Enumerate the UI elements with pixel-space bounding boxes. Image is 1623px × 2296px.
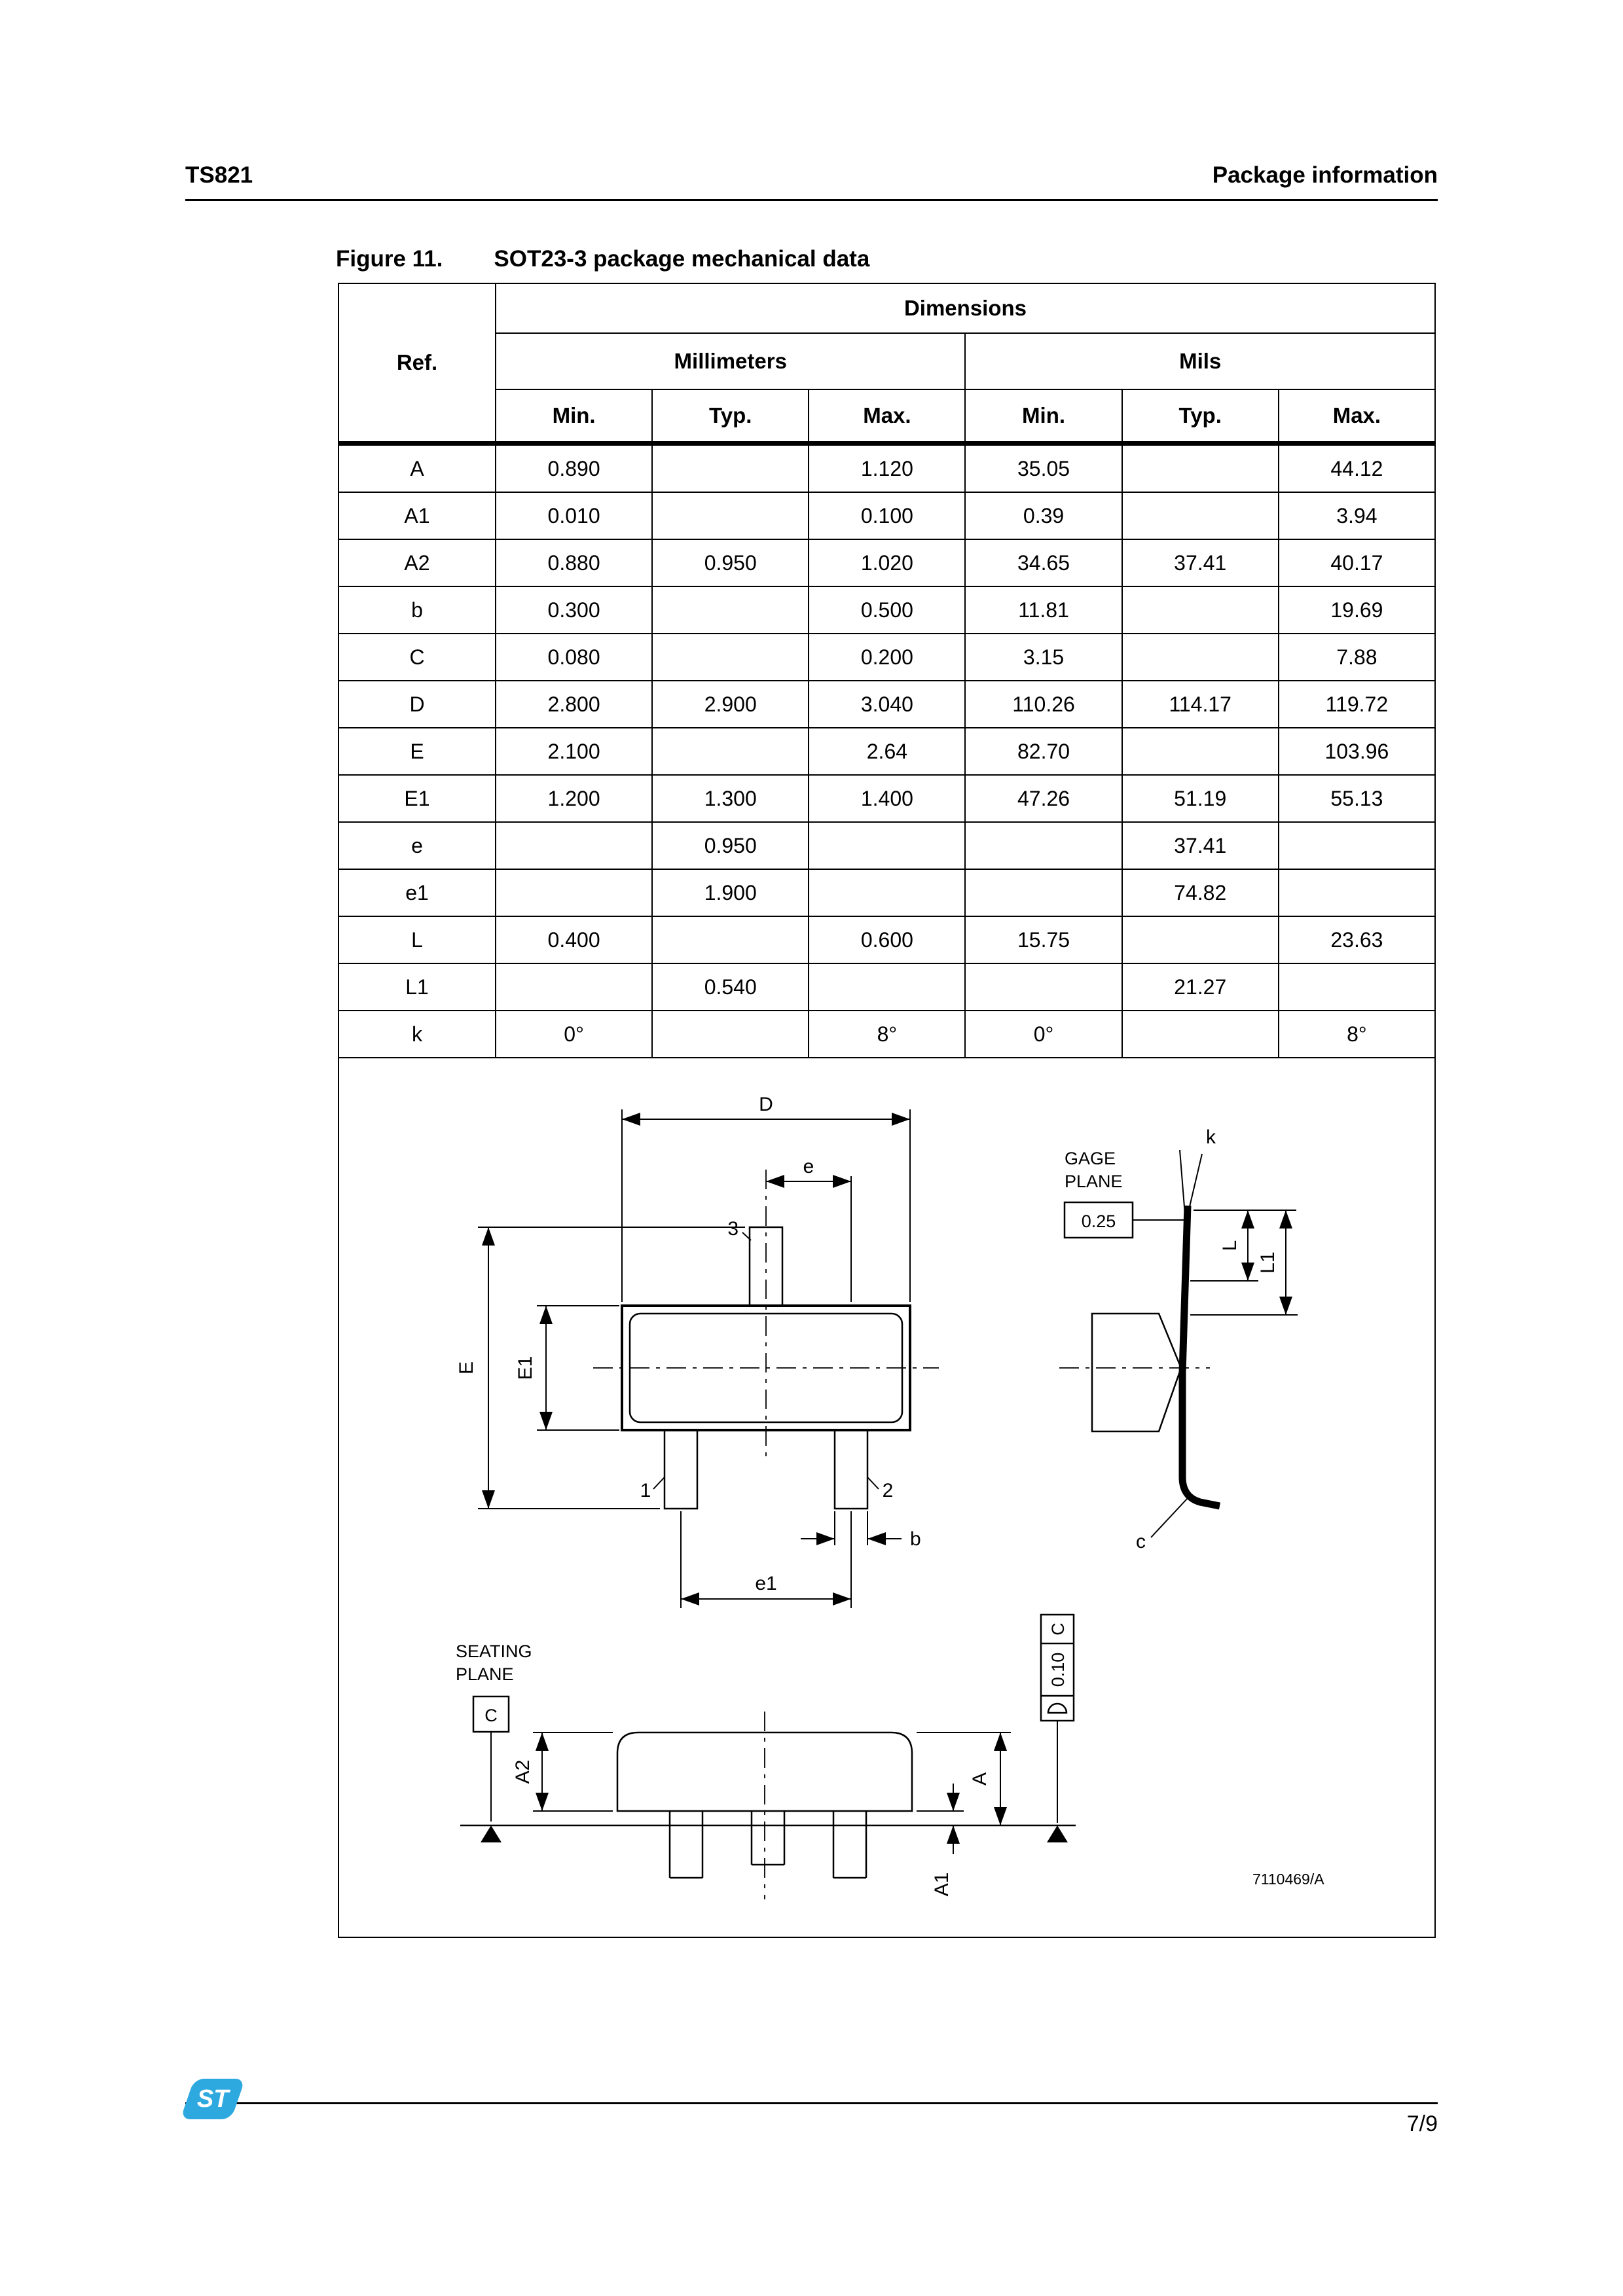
mechanical-drawing [338, 1058, 1436, 1938]
figure-caption [336, 246, 869, 272]
table-cell [652, 728, 809, 775]
ref-cell: e1 [338, 869, 496, 916]
table-cell: 2.800 [496, 681, 652, 728]
front-view-drawing [456, 1615, 1324, 1899]
st-logo-text: ST [196, 2085, 229, 2113]
doc-number: TS821 [185, 162, 253, 188]
ref-cell: L1 [338, 963, 496, 1011]
table-cell [965, 869, 1122, 916]
table-cell: 21.27 [1122, 963, 1279, 1011]
dim-label-L1: L1 [1257, 1251, 1279, 1274]
table-cell: 7.88 [1279, 634, 1435, 681]
table-cell: 1.020 [809, 539, 965, 586]
table-cell: 0.200 [809, 634, 965, 681]
dim-label-E1: E1 [515, 1355, 536, 1380]
table-row [338, 916, 1435, 963]
table-cell: 82.70 [965, 728, 1122, 775]
gage-plane-label-1: GAGE [1065, 1149, 1116, 1168]
table-cell: 74.82 [1122, 869, 1279, 916]
table-cell: 8° [1279, 1011, 1435, 1058]
table-cell: 119.72 [1279, 681, 1435, 728]
table-cell [496, 822, 652, 869]
ref-cell: A [338, 444, 496, 493]
col-header: Min. [965, 389, 1122, 444]
dim-label-L: L [1219, 1240, 1241, 1251]
table-cell: 114.17 [1122, 681, 1279, 728]
table-cell: 0.100 [809, 492, 965, 539]
table-row [338, 681, 1435, 728]
table-cell [965, 963, 1122, 1011]
table-cell [809, 963, 965, 1011]
table-cell: 1.300 [652, 775, 809, 822]
table-cell: 3.94 [1279, 492, 1435, 539]
footer-rule [185, 2102, 1438, 2104]
table-cell [1122, 916, 1279, 963]
top-view-drawing [456, 1094, 939, 1608]
table-cell [1122, 634, 1279, 681]
pin3-label: 3 [727, 1218, 739, 1240]
table-cell: 23.63 [1279, 916, 1435, 963]
table-cell: 55.13 [1279, 775, 1435, 822]
table-row [338, 869, 1435, 916]
table-row [338, 389, 1435, 444]
dimensions-header: Dimensions [496, 283, 1435, 333]
table-cell: 0.39 [965, 492, 1122, 539]
side-view-drawing [1059, 1126, 1298, 1552]
ref-cell: E [338, 728, 496, 775]
ref-cell: b [338, 586, 496, 634]
table-row [338, 333, 1435, 389]
table-row [338, 444, 1435, 493]
table-cell: 0.950 [652, 539, 809, 586]
table-cell: 0.500 [809, 586, 965, 634]
table-cell [652, 444, 809, 493]
table-cell: 0.880 [496, 539, 652, 586]
table-cell: 0.950 [652, 822, 809, 869]
datum-label: C [484, 1706, 498, 1725]
dim-label-k: k [1206, 1126, 1216, 1148]
ref-cell: e [338, 822, 496, 869]
table-row [338, 775, 1435, 822]
table-cell: 2.64 [809, 728, 965, 775]
figure-title: SOT23-3 package mechanical data [494, 246, 870, 272]
dim-label-E: E [456, 1361, 477, 1375]
table-cell [652, 586, 809, 634]
table-cell: 0° [496, 1011, 652, 1058]
table-row [338, 1011, 1435, 1058]
table-cell: 3.15 [965, 634, 1122, 681]
table-cell: 34.65 [965, 539, 1122, 586]
table-cell: 0.400 [496, 916, 652, 963]
ref-cell: A2 [338, 539, 496, 586]
table-cell [1122, 444, 1279, 493]
ref-cell: D [338, 681, 496, 728]
mils-header: Mils [965, 333, 1435, 389]
pin1-label: 1 [640, 1480, 651, 1501]
page-header [185, 162, 1438, 201]
table-cell: 0.300 [496, 586, 652, 634]
table-row [338, 963, 1435, 1011]
table-cell [1122, 1011, 1279, 1058]
drawing-ref-code: 7110469/A [1252, 1871, 1324, 1888]
dim-label-A: A [969, 1772, 991, 1786]
table-cell: 19.69 [1279, 586, 1435, 634]
table-cell: 3.040 [809, 681, 965, 728]
package-drawing-svg [339, 1058, 1434, 1937]
col-header: Min. [496, 389, 652, 444]
table-row [338, 728, 1435, 775]
table-row [338, 283, 1435, 333]
table-row [338, 822, 1435, 869]
table-cell: 1.120 [809, 444, 965, 493]
dim-label-A2: A2 [512, 1759, 534, 1784]
table-cell [1279, 963, 1435, 1011]
ref-header: Ref. [338, 283, 496, 444]
table-cell: 2.100 [496, 728, 652, 775]
table-cell [496, 963, 652, 1011]
col-header: Typ. [1122, 389, 1279, 444]
table-cell: 15.75 [965, 916, 1122, 963]
table-row [338, 539, 1435, 586]
table-body [338, 444, 1435, 1058]
table-cell [1122, 728, 1279, 775]
table-cell: 0.010 [496, 492, 652, 539]
ref-cell: E1 [338, 775, 496, 822]
table-cell [1279, 869, 1435, 916]
table-cell: 37.41 [1122, 822, 1279, 869]
seating-plane-label-1: SEATING [456, 1641, 532, 1661]
col-header: Typ. [652, 389, 809, 444]
figure-label: Figure 11. [336, 246, 443, 272]
gage-offset-value: 0.25 [1081, 1211, 1116, 1231]
table-cell [965, 822, 1122, 869]
dim-label-e1: e1 [755, 1573, 777, 1594]
table-cell: 0.890 [496, 444, 652, 493]
dim-label-b: b [910, 1528, 921, 1550]
flatness-datum: C [1048, 1623, 1068, 1636]
dim-label-D: D [759, 1094, 773, 1115]
table-cell [1122, 492, 1279, 539]
table-row [338, 586, 1435, 634]
dim-label-c: c [1136, 1531, 1146, 1552]
table-cell [1122, 586, 1279, 634]
table-cell: 47.26 [965, 775, 1122, 822]
flatness-value: 0.10 [1048, 1652, 1068, 1687]
dim-label-A1: A1 [931, 1872, 953, 1897]
gage-plane-label-2: PLANE [1065, 1172, 1123, 1191]
table-cell: 2.900 [652, 681, 809, 728]
figure-content [338, 283, 1436, 1938]
table-cell: 0.080 [496, 634, 652, 681]
table-cell: 0.540 [652, 963, 809, 1011]
datum-symbol-icon [1048, 1704, 1067, 1713]
table-cell: 0.600 [809, 916, 965, 963]
table-cell: 1.200 [496, 775, 652, 822]
table-row [338, 634, 1435, 681]
millimeters-header: Millimeters [496, 333, 965, 389]
table-cell [652, 634, 809, 681]
table-cell [809, 822, 965, 869]
section-title: Package information [1212, 162, 1438, 188]
dimensions-table [338, 283, 1436, 1058]
table-cell: 8° [809, 1011, 965, 1058]
table-cell [652, 916, 809, 963]
ref-cell: C [338, 634, 496, 681]
table-cell: 0° [965, 1011, 1122, 1058]
table-cell: 44.12 [1279, 444, 1435, 493]
col-header: Max. [809, 389, 965, 444]
table-cell: 51.19 [1122, 775, 1279, 822]
table-cell: 110.26 [965, 681, 1122, 728]
ref-cell: L [338, 916, 496, 963]
ref-cell: A1 [338, 492, 496, 539]
table-cell: 40.17 [1279, 539, 1435, 586]
table-cell: 37.41 [1122, 539, 1279, 586]
seating-plane-label-2: PLANE [456, 1664, 514, 1684]
table-cell: 1.400 [809, 775, 965, 822]
table-cell [809, 869, 965, 916]
table-cell: 35.05 [965, 444, 1122, 493]
table-header [338, 283, 1435, 444]
table-cell [1279, 822, 1435, 869]
dim-label-e: e [803, 1156, 814, 1177]
table-cell [496, 869, 652, 916]
pin2-label: 2 [882, 1480, 894, 1501]
table-cell: 11.81 [965, 586, 1122, 634]
col-header: Max. [1279, 389, 1435, 444]
table-cell [652, 1011, 809, 1058]
table-cell [652, 492, 809, 539]
table-row [338, 492, 1435, 539]
table-cell: 1.900 [652, 869, 809, 916]
table-cell: 103.96 [1279, 728, 1435, 775]
ref-cell: k [338, 1011, 496, 1058]
page-number: 7/9 [1406, 2111, 1438, 2136]
